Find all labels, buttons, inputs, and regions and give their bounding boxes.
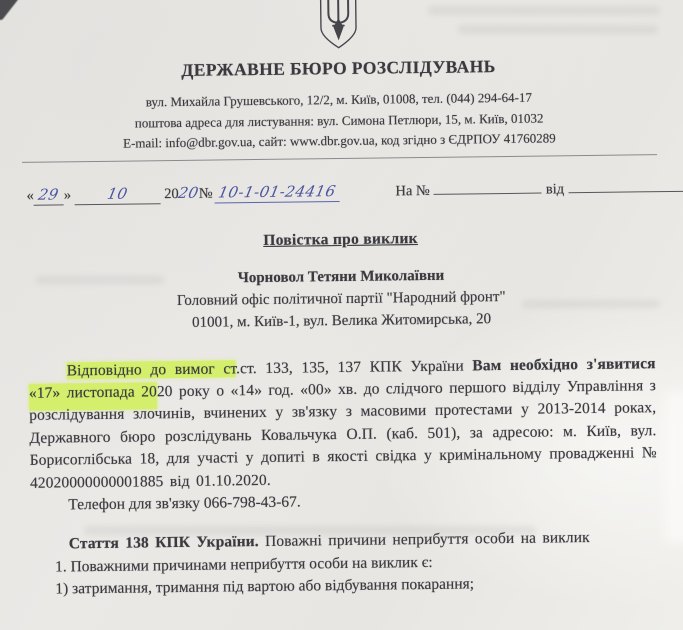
document-title: Повістка про виклик — [263, 229, 418, 249]
handwritten-day: 29 — [36, 184, 61, 204]
from-date-blank — [568, 190, 683, 192]
list-item-1: 1) затримання, тримання під вартою або відбування покарання; — [55, 575, 475, 598]
article-heading: Стаття 138 КПК України. — [68, 533, 259, 553]
year-prefix: 20 — [164, 185, 179, 202]
agency-name: ДЕРЖАВНЕ БЮРО РОЗСЛІДУВАНЬ — [181, 56, 496, 80]
letterhead-address-block — [25, 86, 653, 155]
highlighted-text-1: Відповідно до вимог ст — [66, 359, 237, 379]
address-line-1: вул. Михайла Грушевського, 12/2, м. Київ, 01008, тел. (044) 294-64-17 — [145, 89, 533, 110]
list-intro: 1. Поважними причинами неприбуття особи на виклик є: — [54, 553, 433, 576]
recipient-block — [27, 262, 655, 336]
handwritten-year: 20 — [176, 183, 201, 202]
ukraine-trident-emblem — [314, 0, 361, 50]
contact-phone-line: Телефон для зв'язку 066-798-43-67. — [68, 493, 301, 514]
handwritten-month: 10 — [105, 184, 130, 203]
body-segment-2: 20 року о «14» год. «00» хв. до слідчого першого відділу Управління з розслідування злочинів, вчинених у зв'язку з масовими протестами у 2013-2014 роках, Державного бюро розслідувань Ковальчука О.П. (каб. 501), за адресою: м. Київ, вул. Борисоглібська 18, для участі у допиті в якості свідка у кримінальному провадженні № 42020000000001885 від 01.10.2020. — [29, 377, 657, 492]
handwritten-doc-number: 10-1-01-24416 — [215, 182, 340, 204]
month-field — [75, 184, 161, 205]
reply-ref-group — [395, 179, 683, 199]
day-field — [34, 185, 64, 205]
open-quote: « — [26, 187, 34, 204]
letterhead-separator — [22, 154, 657, 163]
number-sign: № — [198, 185, 213, 202]
body-segment-1: .ст. 133, 135, 137 КПК України — [235, 356, 473, 377]
close-quote: » — [63, 186, 72, 203]
recipient-address: 01001, м. Київ-1, вул. Велика Житомирська, 20 — [191, 310, 492, 331]
address-line-2: поштова адреса для листування: вул. Симона Петлюри, 15, м. Київ, 01032 — [134, 110, 544, 131]
highlighted-text-2: «17» листопада 20 — [29, 382, 157, 411]
recipient-name: Чорновол Тетяни Миколаївни — [237, 267, 445, 286]
summons-body-paragraph — [29, 353, 658, 495]
from-label: від — [545, 180, 565, 197]
reply-label: На № — [395, 182, 430, 199]
reply-number-blank — [434, 192, 542, 194]
address-line-3: E-mail: info@dbr.gov.ua, сайт: www.dbr.gov.ua, код згідно з ЄДРПОУ 41760289 — [122, 130, 556, 151]
bold-instruction: Вам необхідно з'явитися — [472, 354, 656, 374]
recipient-organization: Головний офіс політичної партії "Народний фронт" — [176, 288, 506, 309]
article-text: Поважні причини неприбуття особи на виклик — [258, 529, 590, 551]
reference-line — [26, 178, 653, 206]
